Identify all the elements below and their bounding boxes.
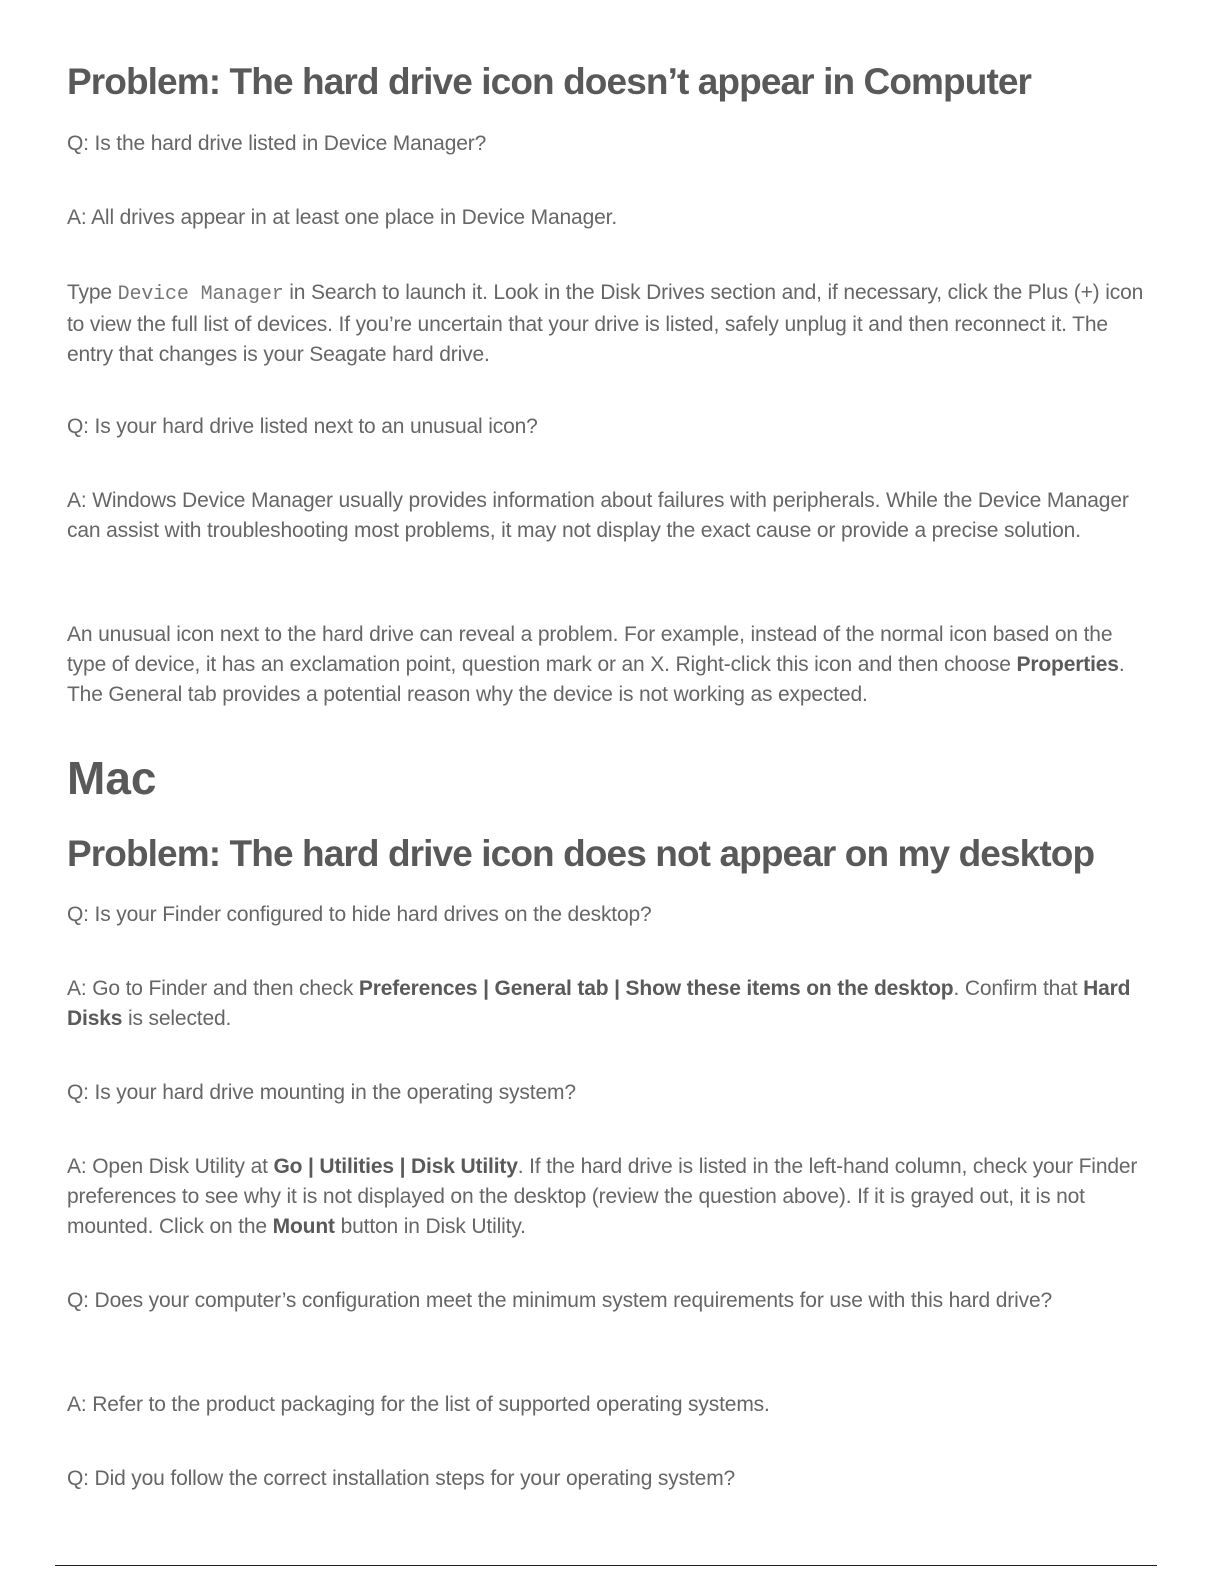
mac-answer-1-mid: . Confirm that — [953, 977, 1084, 1000]
unusual-icon-text-post: . The General tab provides a potential reason why the device is not working as expected. — [67, 653, 1125, 706]
windows-problem-heading: Problem: The hard drive icon doesn’t appear in Computer — [67, 61, 1032, 102]
mac-answer-1-pre: A: Go to Finder and then check — [67, 977, 359, 1000]
windows-answer-2: A: Windows Device Manager usually provides information about failures with peripherals. While the Device Manager can assist with troubleshooting most problems, it may not display the exact cause or provide a precise solution. — [67, 489, 1129, 542]
instructions-text-post: in Search to launch it. Look in the Disk Drives section and, if necessary, click the Plus (+) icon to view the full list of devices. If you’re uncertain that your drive is listed, safely unplug it and then reconnect it. The entry that changes is your Seagate hard drive. — [67, 281, 1144, 366]
mac-answer-2-post: button in Disk Utility. — [334, 1215, 526, 1238]
mac-question-2: Q: Is your hard drive mounting in the operating system? — [67, 1081, 576, 1104]
instructions-text-pre: Type — [67, 281, 118, 304]
unusual-icon-text-pre: An unusual icon next to the hard drive can reveal a problem. For example, instead of the normal icon based on the type of device, it has an exclamation point, question mark or an X. Right-click this icon and then choose — [67, 623, 1113, 676]
mac-answer-3: A: Refer to the product packaging for the list of supported operating systems. — [67, 1393, 770, 1416]
mac-question-3: Q: Does your computer’s configuration meet the minimum system requirements for use with this hard drive? — [67, 1289, 1053, 1312]
properties-label: Properties — [1016, 653, 1119, 676]
disk-utility-path: Go | Utilities | Disk Utility — [273, 1155, 518, 1178]
mac-answer-1 — [67, 974, 1157, 1034]
device-manager-code: Device Manager — [117, 283, 284, 306]
mac-answer-2 — [67, 1152, 1157, 1242]
hard-disks-label: Hard Disks — [67, 977, 1131, 1030]
mac-question-4: Q: Did you follow the correct installation steps for your operating system? — [67, 1467, 736, 1490]
windows-device-manager-instructions — [67, 278, 1157, 370]
mac-problem-heading: Problem: The hard drive icon does not appear on my desktop — [67, 833, 1095, 874]
windows-unusual-icon-paragraph — [67, 620, 1157, 710]
mac-answer-2-mid: . If the hard drive is listed in the left-hand column, check your Finder preferences to see why it is not displayed on the desktop (review the question above). If it is grayed out, it is not mounted. Click on the — [67, 1155, 1138, 1238]
windows-question-1: Q: Is the hard drive listed in Device Manager? — [67, 132, 487, 155]
mac-question-1: Q: Is your Finder configured to hide hard drives on the desktop? — [67, 903, 652, 926]
mac-answer-2-pre: A: Open Disk Utility at — [67, 1155, 274, 1178]
windows-question-2: Q: Is your hard drive listed next to an unusual icon? — [67, 415, 538, 438]
mount-button-label: Mount — [272, 1215, 335, 1238]
mac-answer-1-post: is selected. — [122, 1007, 232, 1030]
footer-divider — [55, 1565, 1157, 1566]
mac-platform-heading: Mac — [67, 752, 157, 804]
windows-answer-1: A: All drives appear in at least one place in Device Manager. — [67, 206, 618, 229]
finder-preferences-path: Preferences | General tab | Show these items on the desktop — [358, 977, 954, 1000]
